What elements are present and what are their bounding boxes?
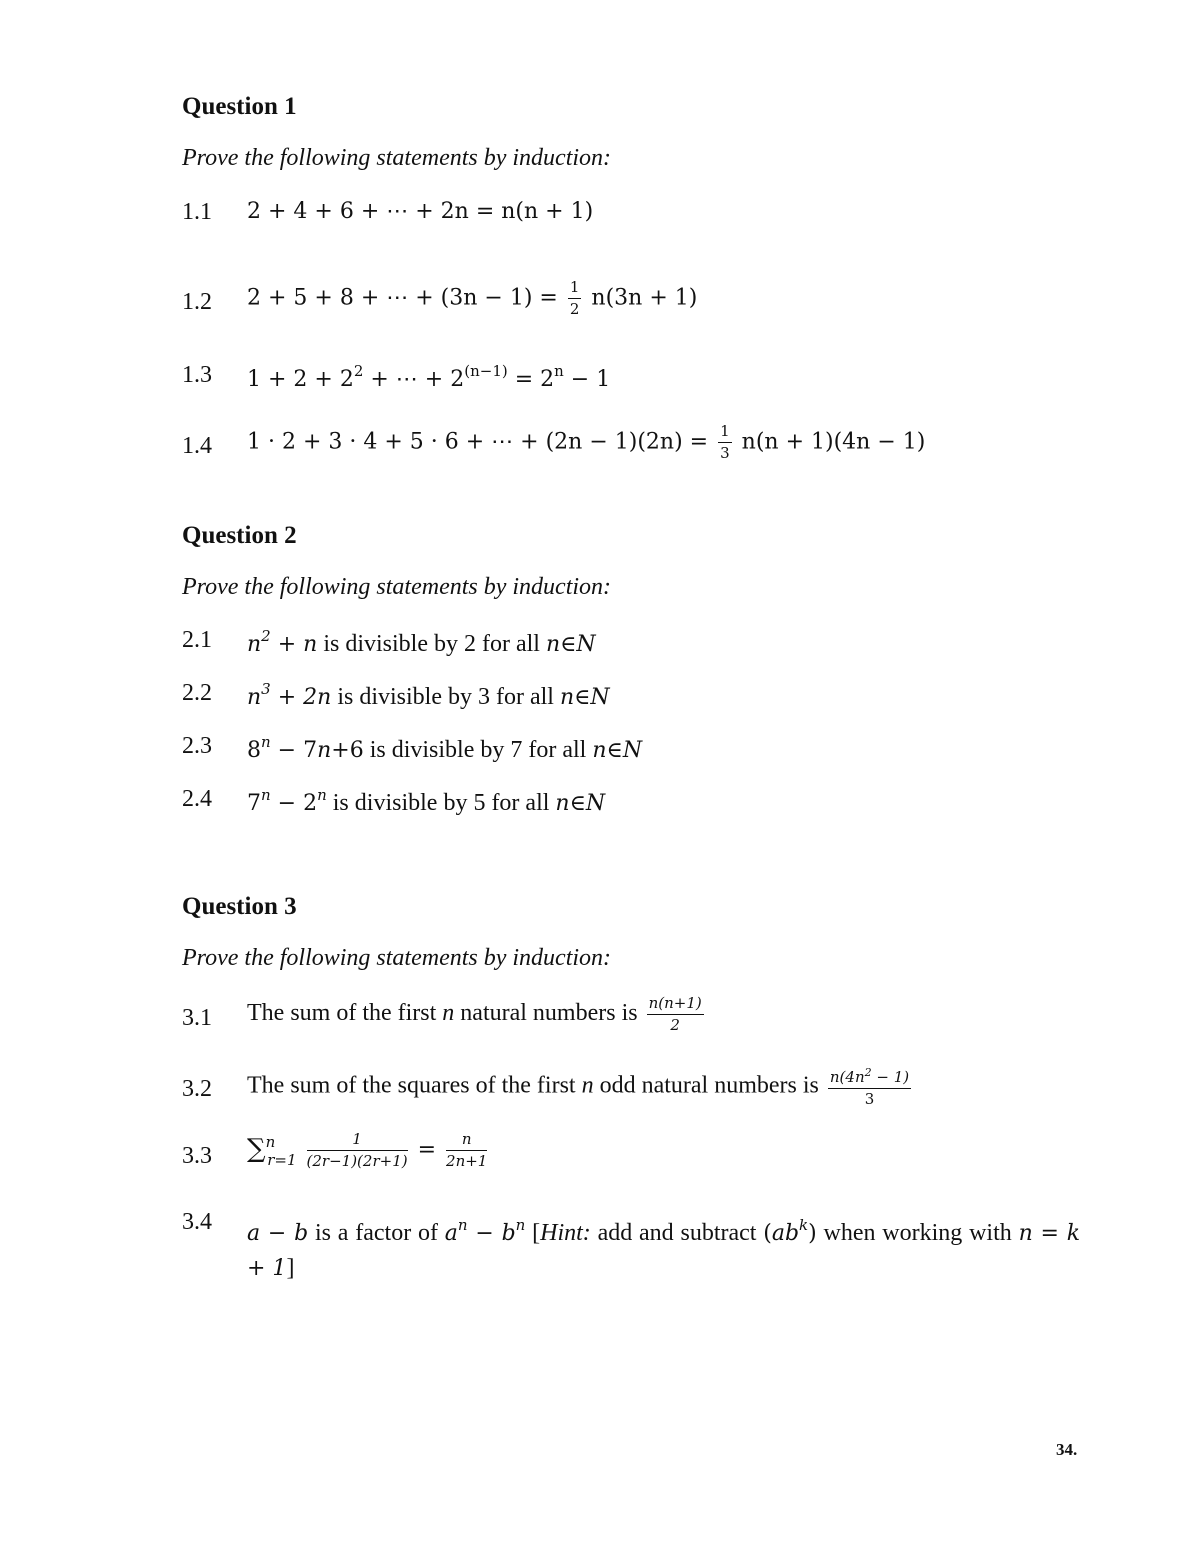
item-number: 2.1 — [182, 627, 212, 653]
question-1-instruction: Prove the following statements by induction: — [182, 145, 612, 171]
hint-text: when working with — [823, 1220, 1012, 1246]
numerator: 1 — [718, 424, 732, 443]
statement-text: is divisible by 3 for all — [337, 684, 554, 710]
statement-2-4: $7^n - 2^n$ is divisible by 5 for all n∈N — [247, 786, 606, 816]
item-number: 1.3 — [182, 362, 212, 388]
denominator: 2 — [569, 300, 580, 318]
numerator: 1 — [307, 1132, 408, 1151]
numerator: $n(4n^2 - 1)$ — [828, 1067, 911, 1089]
hint-label: Hint: — [540, 1220, 591, 1246]
numerator: 1 — [568, 280, 582, 299]
item-number: 3.3 — [182, 1143, 212, 1169]
variable: n — [581, 1072, 594, 1099]
item-number: 1.4 — [182, 433, 212, 459]
equation-lhs: 2 + 5 + 8 + ⋯ + (3n − 1) = — [247, 285, 558, 311]
equation-rhs: n(n + 1)(4n − 1) — [741, 429, 926, 455]
equation-1-2 — [247, 280, 697, 317]
item-number: 3.4 — [182, 1209, 212, 1235]
set-membership: n∈N — [555, 791, 606, 816]
numerator: n — [446, 1132, 487, 1151]
question-3-instruction: Prove the following statements by induction: — [182, 945, 612, 971]
denominator: 2n+1 — [446, 1152, 488, 1170]
numerator: n(n+1) — [647, 996, 704, 1015]
fraction — [307, 1132, 408, 1169]
item-number: 1.1 — [182, 199, 212, 225]
item-number: 2.4 — [182, 786, 212, 812]
fraction — [828, 1067, 911, 1107]
denominator: 3 — [720, 444, 730, 462]
fraction — [647, 996, 704, 1033]
denominator: 3 — [864, 1090, 875, 1108]
statement-text: is divisible by 5 for all — [332, 790, 550, 816]
item-number: 3.2 — [182, 1076, 212, 1102]
summation: ∑$^n_{r=1}$ — [247, 1132, 297, 1169]
set-membership: n∈N — [592, 738, 643, 763]
equation-1-4 — [247, 424, 925, 461]
statement-2-2: $n^3 + 2n$ is divisible by 3 for all n∈N — [247, 680, 610, 710]
set-membership: n∈N — [559, 685, 610, 710]
statement-3-1 — [247, 996, 707, 1033]
statement-text: natural numbers is — [460, 1000, 638, 1027]
statement-2-3: $8^n - 7n+6$ is divisible by 7 for all n∈N — [247, 733, 643, 763]
question-3-title: Question 3 — [182, 893, 297, 920]
question-2-instruction: Prove the following statements by induction: — [182, 574, 612, 600]
fraction — [568, 280, 582, 317]
denominator: (2r−1)(2r+1) — [306, 1152, 408, 1170]
question-1-title: Question 1 — [182, 93, 297, 120]
hint-text: add and subtract — [597, 1220, 757, 1246]
variable: n — [442, 1000, 455, 1027]
equation-1-3: $1 + 2 + 2^2$ + ⋯ + $2^{(n-1)} = 2^n - 1$ — [247, 362, 611, 392]
fraction — [446, 1132, 487, 1169]
statement-text: is divisible by 7 for all — [369, 737, 587, 763]
page-number: 34. — [1056, 1440, 1078, 1459]
statement-2-1: $n^2 + n$ is divisible by 2 for all n∈N — [247, 627, 596, 657]
denominator: 2 — [670, 1016, 680, 1034]
equation-3-3: ∑$^n_{r=1}$ $\frac{1}{(2r-1)(2r+1)}$ = $\frac{n}{2n+1}$ — [247, 1130, 488, 1170]
item-number: 1.2 — [182, 289, 212, 315]
statement-3-4: a − b is a factor of $a^n - b^n$ [Hint: add and subtract $(ab^k)$ when working with n = k + 1] — [247, 1216, 1081, 1281]
set-membership: n∈N — [545, 632, 596, 657]
item-number: 2.3 — [182, 733, 212, 759]
statement-3-2 — [247, 1067, 914, 1107]
equation-rhs: n(3n + 1) — [591, 285, 698, 311]
statement-text: is a factor of — [315, 1220, 438, 1246]
fraction — [718, 424, 732, 461]
statement-text: The sum of the squares of the first — [247, 1072, 576, 1099]
equation-1-1: 2 + 4 + 6 + ⋯ + 2n = n(n + 1) — [247, 199, 594, 224]
statement-text: The sum of the first — [247, 1000, 437, 1027]
equation-lhs: 1 · 2 + 3 · 4 + 5 · 6 + ⋯ + (2n − 1)(2n) = — [247, 429, 709, 455]
question-2-title: Question 2 — [182, 522, 297, 549]
item-number: 2.2 — [182, 680, 212, 706]
statement-text: odd natural numbers is — [599, 1072, 819, 1099]
item-number: 3.1 — [182, 1005, 212, 1031]
statement-text: is divisible by 2 for all — [323, 631, 540, 657]
